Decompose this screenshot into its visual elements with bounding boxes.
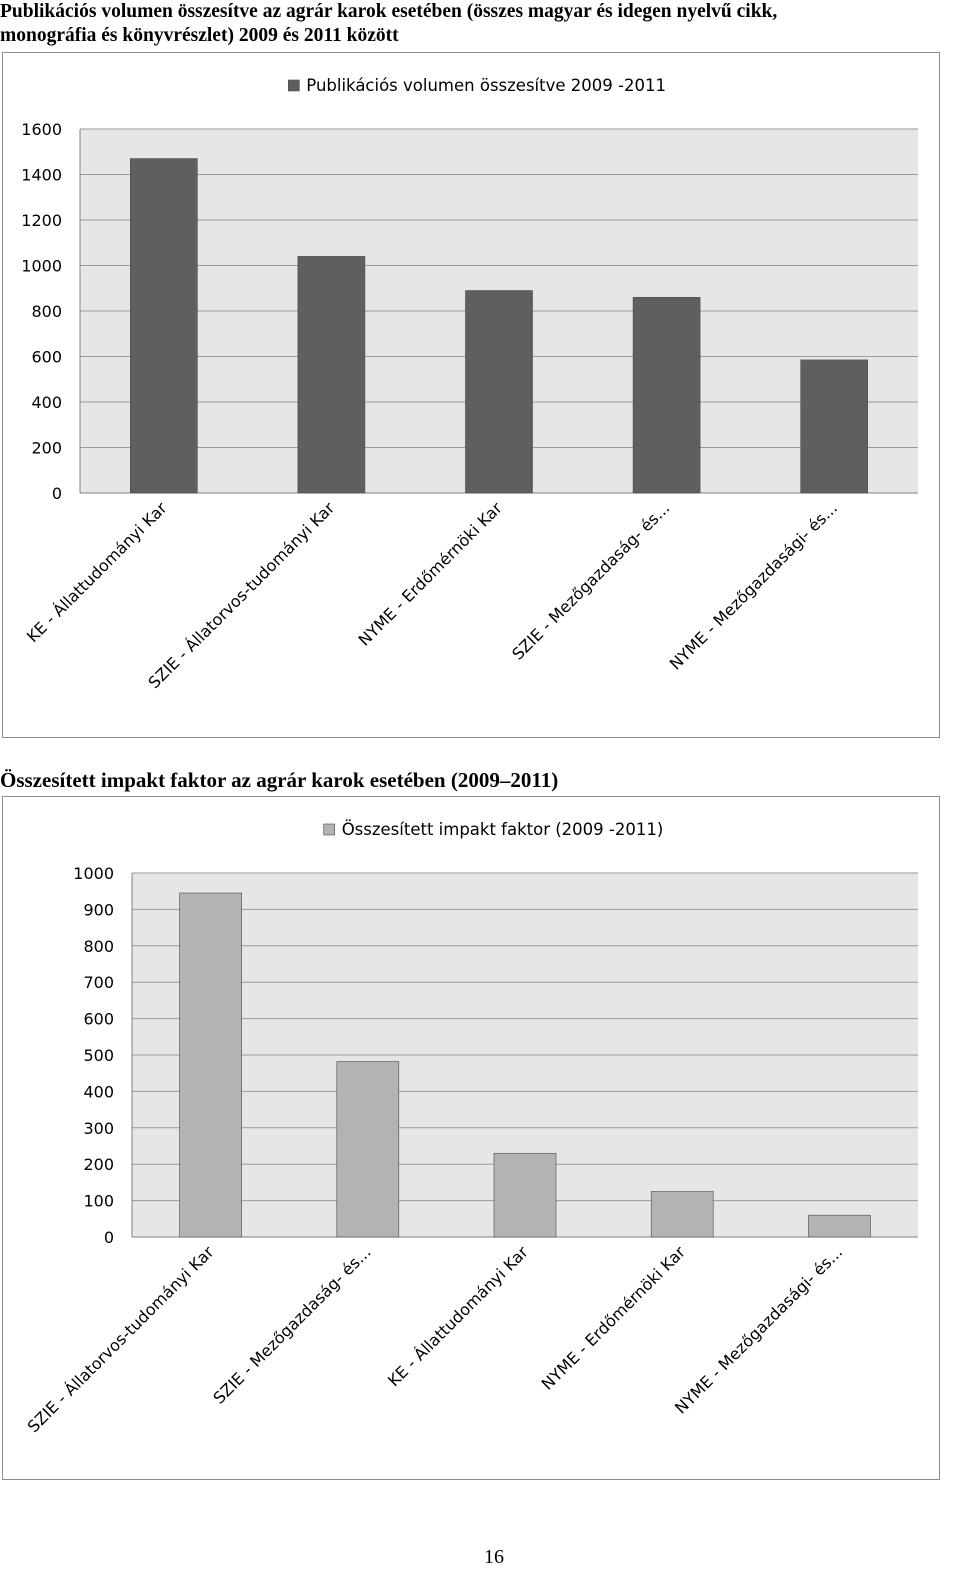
chart2-category-label-2: SZIE - Mezőgazdaság- és...	[209, 1242, 375, 1408]
chart1-bar-5	[801, 360, 868, 493]
chart2-y-tick-label: 0	[103, 1228, 114, 1247]
publication-volume-chart	[2, 52, 940, 738]
chart1-category-label-3: NYME - Erdőmérnöki Kar	[354, 498, 506, 650]
chart1-bar-4	[633, 297, 700, 493]
chart1-caption-line1: Publikációs volumen összesítve az agrár karok esetében (összes magyar és idegen nyelvű cikk,	[0, 1, 778, 22]
impact-factor-chart	[2, 796, 940, 1480]
chart1-y-tick-label: 1000	[21, 256, 62, 276]
chart2-legend-swatch	[324, 824, 335, 835]
chart2-y-tick-label: 200	[83, 1155, 114, 1175]
impact-factor-chart-svg	[3, 797, 939, 1479]
chart2-category-label-3: KE - Állattudományi Kar	[384, 1242, 532, 1391]
chart2-y-tick-label: 500	[83, 1046, 114, 1065]
chart2-caption: Összesített impakt faktor az agrár karok esetében (2009–2011)	[0, 768, 559, 792]
chart1-y-tick-label: 400	[31, 393, 62, 412]
chart2-y-tick-label: 100	[83, 1191, 114, 1211]
chart2-category-label-4: NYME - Erdőmérnöki Kar	[537, 1242, 690, 1394]
chart1-category-label-1: KE - Állattudományi Kar	[22, 498, 171, 647]
chart2-y-tick-label: 300	[83, 1118, 114, 1138]
chart1-bar-1	[130, 159, 197, 493]
chart1-category-label-5: NYME - Mezőgazdasági- és...	[665, 498, 842, 674]
chart1-y-tick-label: 1400	[21, 165, 62, 185]
chart2-bar-5	[808, 1215, 870, 1237]
chart2-bar-4	[651, 1192, 713, 1238]
chart1-category-label-2: SZIE - Állatorvos-tudományi Kar	[144, 498, 339, 693]
publication-volume-chart-svg	[3, 53, 939, 737]
chart2-y-tick-label: 400	[83, 1082, 114, 1102]
chart2-category-label-1: SZIE - Állatorvos-tudományi Kar	[23, 1242, 218, 1437]
chart1-legend-label: Publikációs volumen összesítve 2009 -2011	[306, 76, 666, 95]
chart1-category-label-4: SZIE - Mezőgazdaság- és...	[508, 498, 674, 664]
chart2-legend-label: Összesített impakt faktor (2009 -2011)	[341, 820, 664, 839]
chart1-y-tick-label: 0	[51, 484, 62, 503]
chart2-bar-1	[180, 893, 242, 1237]
chart2-category-label-5: NYME - Mezőgazdasági- és...	[671, 1242, 847, 1418]
chart2-y-tick-label: 1000	[73, 864, 114, 883]
chart1-y-tick-label: 1600	[21, 120, 62, 139]
chart1-legend-swatch	[288, 80, 299, 91]
chart1-y-tick-label: 200	[31, 438, 62, 458]
chart1-y-tick-label: 1200	[21, 211, 62, 230]
chart1-y-tick-label: 800	[31, 302, 62, 321]
chart2-bar-2	[337, 1062, 399, 1237]
chart2-bar-3	[494, 1153, 556, 1237]
chart1-caption	[0, 0, 960, 48]
chart1-caption-line2: monográfia és könyvrészlet) 2009 és 2011 között	[0, 25, 399, 46]
chart1-bar-3	[466, 291, 533, 493]
chart2-y-tick-label: 600	[83, 1009, 114, 1029]
chart1-y-tick-label: 600	[31, 347, 62, 367]
chart2-y-tick-label: 800	[83, 936, 114, 956]
page-number: 16	[484, 1546, 504, 1568]
chart2-y-tick-label: 700	[83, 973, 114, 993]
chart2-y-tick-label: 900	[83, 900, 114, 920]
chart1-bar-2	[298, 256, 365, 493]
